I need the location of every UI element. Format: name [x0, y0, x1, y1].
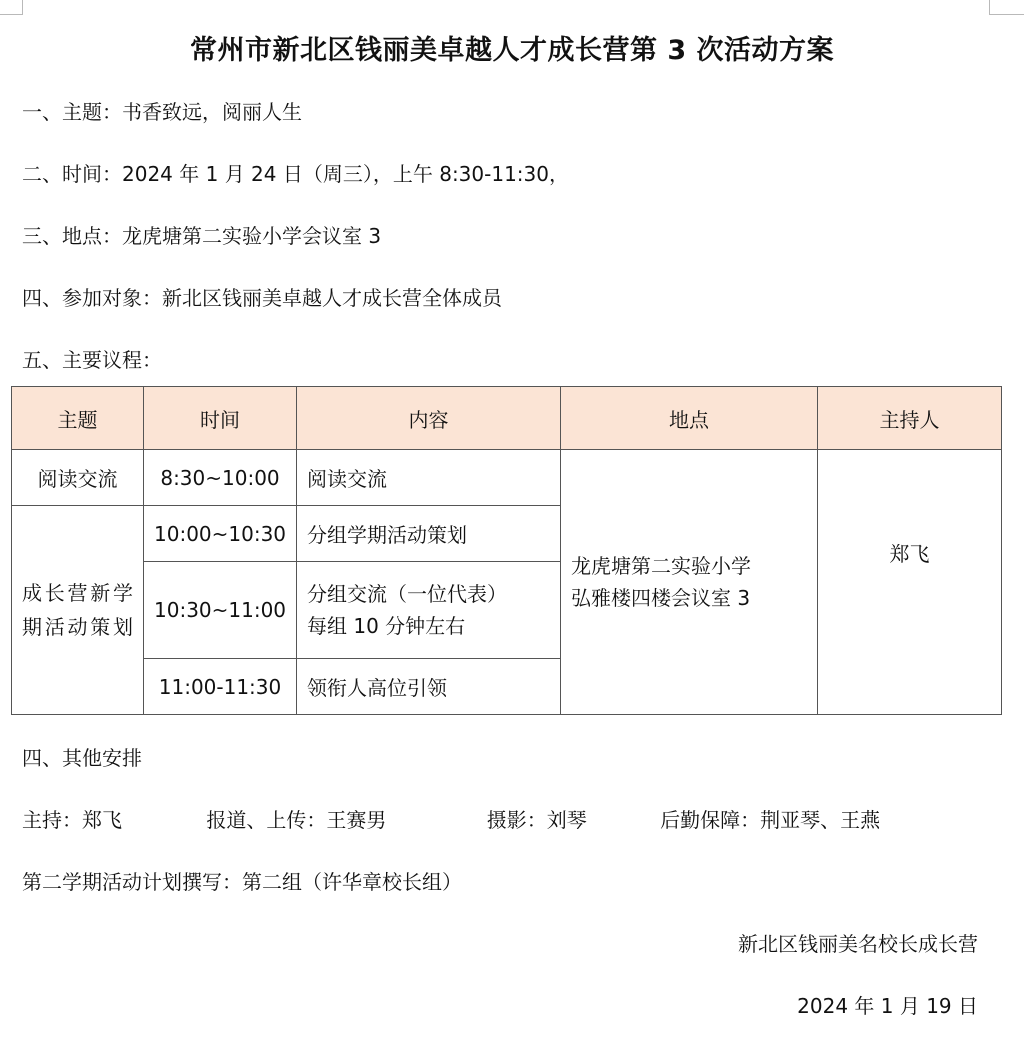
- signature-date: 2024 年 1 月 19 日: [797, 994, 978, 1018]
- staff-logistics: 后勤保障：荆亚琴、王燕: [660, 808, 881, 832]
- staff-host: 主持：郑飞: [22, 808, 122, 832]
- location-line-1: 龙虎塘第二实验小学: [571, 554, 751, 578]
- theme-line: 一、主题：书香致远，阅丽人生: [22, 100, 302, 124]
- theme-cell: 成长营新学期活动策划: [12, 506, 144, 715]
- staff-line: [22, 804, 880, 833]
- content-cell: 分组学期活动策划: [297, 506, 561, 562]
- content-line-2: 每组 10 分钟左右: [307, 614, 466, 638]
- table-header-row: [12, 387, 1002, 450]
- time-line: 二、时间：2024 年 1 月 24 日（周三），上午 8:30-11:30，: [22, 162, 569, 186]
- time-cell: 11:00-11:30: [144, 659, 297, 715]
- content-line-1: 分组交流（一位代表）: [307, 582, 507, 606]
- time-cell: 10:30~11:00: [144, 562, 297, 659]
- host-cell: 郑飞: [818, 450, 1002, 715]
- header-host: 主持人: [818, 387, 1002, 450]
- staff-report: 报道、上传：王赛男: [206, 808, 387, 832]
- agenda-table: [11, 386, 1002, 715]
- place-line: 三、地点：龙虎塘第二实验小学会议室 3: [22, 224, 382, 248]
- content-cell: 阅读交流: [297, 450, 561, 506]
- page-corner-mark-left: [0, 0, 23, 15]
- plan-writer-line: 第二学期活动计划撰写：第二组（许华章校长组）: [22, 870, 462, 894]
- header-location: 地点: [561, 387, 818, 450]
- time-cell: 8:30~10:00: [144, 450, 297, 506]
- theme-cell: 阅读交流: [12, 450, 144, 506]
- content-cell: [297, 562, 561, 659]
- agenda-heading: 五、主要议程：: [22, 348, 162, 372]
- header-theme: 主题: [12, 387, 144, 450]
- time-cell: 10:00~10:30: [144, 506, 297, 562]
- table-row: [12, 450, 1002, 506]
- content-cell: 领衔人高位引领: [297, 659, 561, 715]
- participants-line: 四、参加对象：新北区钱丽美卓越人才成长营全体成员: [22, 286, 502, 310]
- location-line-2: 弘雅楼四楼会议室 3: [571, 586, 751, 610]
- location-cell: [561, 450, 818, 715]
- signature-org: 新北区钱丽美名校长成长营: [738, 932, 978, 956]
- document-title: 常州市新北区钱丽美卓越人才成长营第 3 次活动方案: [189, 35, 835, 66]
- header-content: 内容: [297, 387, 561, 450]
- page-corner-mark-right: [989, 0, 1024, 15]
- other-arrangements-heading: 四、其他安排: [22, 746, 142, 770]
- staff-photo: 摄影：刘琴: [486, 808, 587, 832]
- header-time: 时间: [144, 387, 297, 450]
